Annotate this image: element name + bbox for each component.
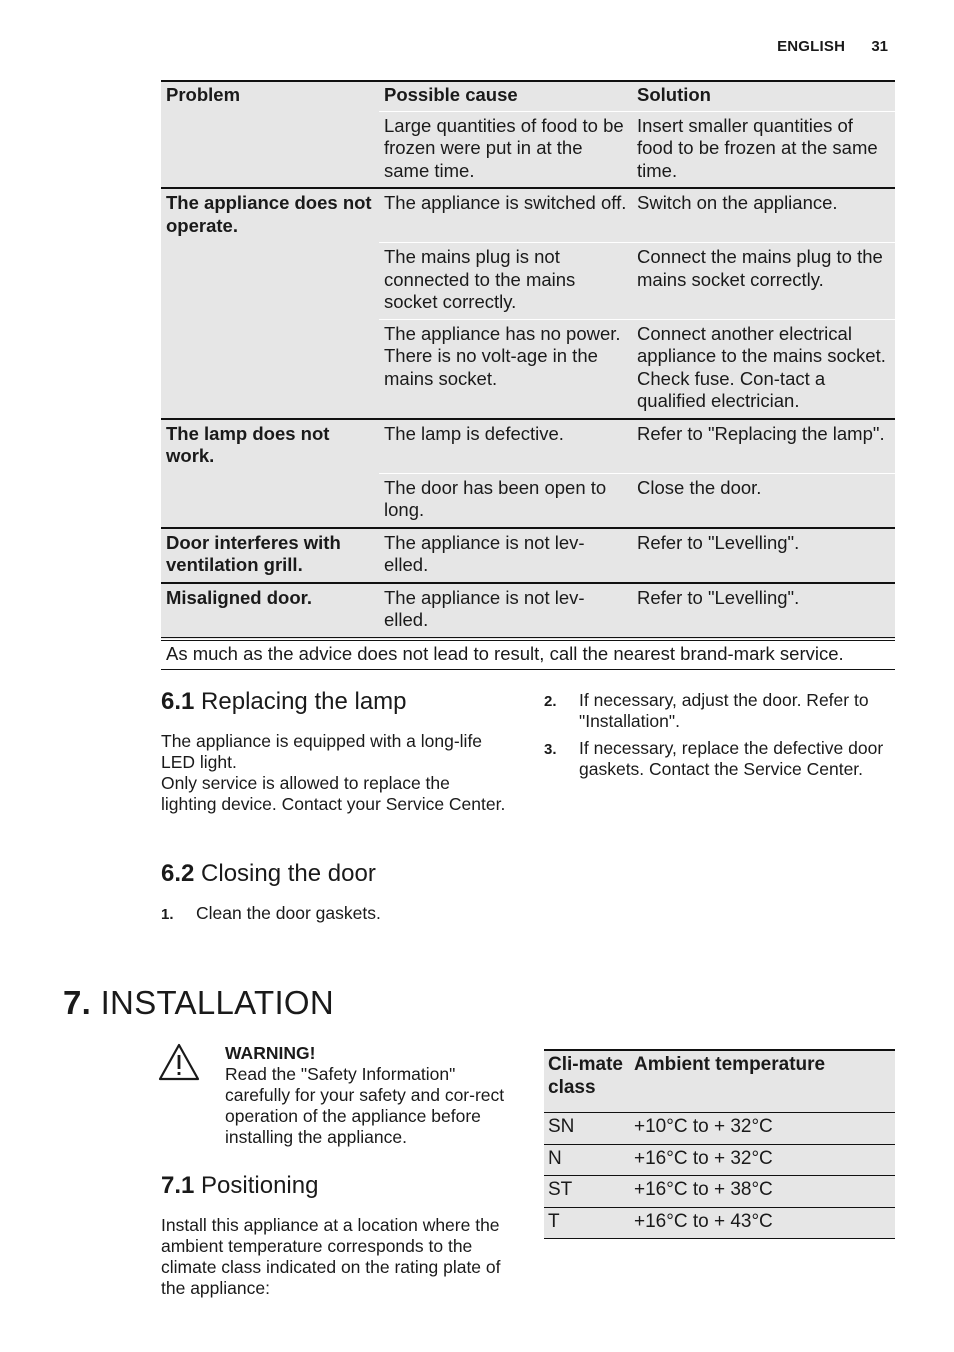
climate-class-cell: SN — [544, 1113, 630, 1145]
step-number: 2. — [544, 693, 557, 710]
table-note: As much as the advice does not lead to result, call the nearest brand-mark service. — [161, 639, 895, 670]
table-row — [161, 419, 895, 474]
problem-cell: The appliance does not operate. — [161, 188, 379, 243]
paragraph: Only service is allowed to replace the lighting device. Contact your Service Center. — [161, 773, 506, 814]
section-title: Closing the door — [201, 860, 376, 887]
column-header-ambient-temperature: Ambient temperature — [630, 1050, 895, 1113]
step-number: 1. — [161, 906, 174, 923]
table-header-row — [161, 81, 895, 111]
paragraph: Install this appliance at a location where the ambient temperature corresponds to the climate class indicated on the rating plate of the appliance: — [161, 1215, 501, 1298]
warning-triangle-icon — [158, 1043, 200, 1086]
cause-cell: The mains plug is not connected to the mains socket correctly. — [379, 243, 632, 320]
cause-cell: The appliance has no power. There is no volt-age in the mains socket. — [379, 319, 632, 419]
page-number: 31 — [871, 38, 888, 55]
table-row — [161, 473, 895, 528]
problem-cell — [161, 243, 379, 320]
table-row — [161, 583, 895, 639]
section-heading-7-1 — [161, 1172, 318, 1200]
column-header-cause: Possible cause — [379, 81, 632, 111]
climate-class-cell: N — [544, 1144, 630, 1176]
step-number: 3. — [544, 741, 557, 758]
section-heading-6-2 — [161, 860, 376, 888]
problem-cell: The lamp does not work. — [161, 419, 379, 474]
page-header — [777, 38, 888, 55]
step-text: If necessary, adjust the door. Refer to "Installation". — [579, 690, 869, 731]
solution-cell: Refer to "Replacing the lamp". — [632, 419, 895, 474]
solution-cell: Connect another electrical appliance to the mains socket. Check fuse. Con-tact a qualified electrician. — [632, 319, 895, 419]
section-title: Replacing the lamp — [201, 688, 407, 715]
section-number: 7.1 — [161, 1172, 195, 1199]
paragraph: The appliance is equipped with a long-life LED light. — [161, 731, 483, 772]
cause-cell: The door has been open to long. — [379, 473, 632, 528]
section-number: 6.2 — [161, 860, 195, 887]
table-row — [161, 528, 895, 583]
column-header-climate-class: Cli-mate class — [544, 1050, 630, 1113]
warning-title: WARNING! — [225, 1043, 316, 1063]
temperature-cell: +10°C to + 32°C — [630, 1113, 895, 1145]
chapter-number: 7. — [63, 984, 92, 1021]
section-heading-6-1 — [161, 688, 407, 716]
climate-class-table — [544, 1049, 895, 1239]
solution-cell: Connect the mains plug to the mains socket correctly. — [632, 243, 895, 320]
troubleshooting-table — [161, 80, 895, 670]
chapter-heading — [63, 984, 334, 1022]
cause-cell: Large quantities of food to be frozen were put in at the same time. — [379, 111, 632, 188]
section-title: Positioning — [201, 1172, 319, 1199]
climate-class-cell: T — [544, 1207, 630, 1239]
table-row — [544, 1207, 895, 1239]
solution-cell: Insert smaller quantities of food to be frozen at the same time. — [632, 111, 895, 188]
temperature-cell: +16°C to + 32°C — [630, 1144, 895, 1176]
step-text: Clean the door gaskets. — [196, 903, 381, 923]
table-row — [161, 319, 895, 419]
table-row — [544, 1113, 895, 1145]
table-header-row — [544, 1050, 895, 1113]
problem-cell: Misaligned door. — [161, 583, 379, 639]
table-row — [544, 1176, 895, 1208]
table-row — [161, 111, 895, 188]
step-text: If necessary, replace the defective door gaskets. Contact the Service Center. — [579, 738, 884, 779]
section-number: 6.1 — [161, 688, 195, 715]
climate-class-cell: ST — [544, 1176, 630, 1208]
cause-cell: The lamp is defective. — [379, 419, 632, 474]
solution-cell: Refer to "Levelling". — [632, 583, 895, 639]
cause-cell: The appliance is switched off. — [379, 188, 632, 243]
cause-cell: The appliance is not lev-elled. — [379, 528, 632, 583]
table-note-row — [161, 639, 895, 670]
table-row — [544, 1144, 895, 1176]
solution-cell: Refer to "Levelling". — [632, 528, 895, 583]
column-header-solution: Solution — [632, 81, 895, 111]
warning-text: Read the "Safety Information" carefully for your safety and cor-rect operation of the appliance before installing the appliance. — [225, 1064, 505, 1147]
solution-cell: Close the door. — [632, 473, 895, 528]
cause-cell: The appliance is not lev-elled. — [379, 583, 632, 639]
problem-cell: Door interferes with ventilation grill. — [161, 528, 379, 583]
temperature-cell: +16°C to + 43°C — [630, 1207, 895, 1239]
chapter-title: INSTALLATION — [100, 984, 335, 1021]
language-label: ENGLISH — [777, 38, 846, 55]
table-row — [161, 188, 895, 243]
column-header-problem: Problem — [161, 81, 379, 111]
problem-cell — [161, 111, 379, 188]
temperature-cell: +16°C to + 38°C — [630, 1176, 895, 1208]
problem-cell — [161, 473, 379, 528]
solution-cell: Switch on the appliance. — [632, 188, 895, 243]
problem-cell — [161, 319, 379, 419]
table-row — [161, 243, 895, 320]
